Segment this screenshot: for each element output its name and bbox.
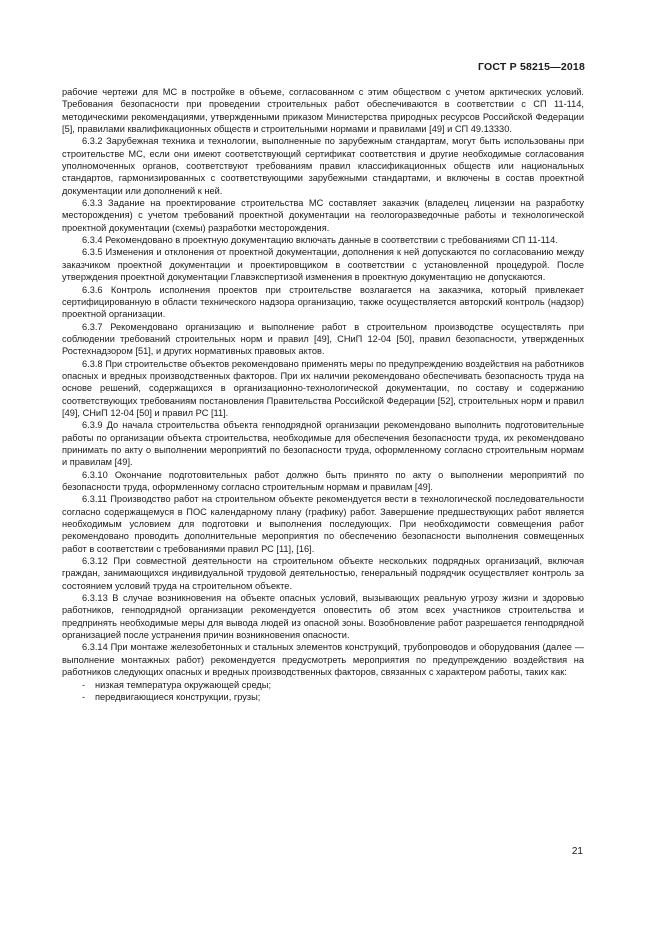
paragraph: 6.3.13 В случае возникновения на объекте опасных условий, вызывающих реальную угрозу жизни и здоровью работников, генподрядной организации рекомендуется оповестить об этом всех участников строительства и предпринять необходимые меры для вывода людей из опасной зоны. Возобновление работ разрешается генподрядной организацией после устранения причин возникновения опасности. bbox=[62, 593, 584, 641]
document-body bbox=[62, 86, 584, 703]
page-number: 21 bbox=[571, 846, 583, 857]
paragraph: 6.3.2 Зарубежная техника и технологии, выполненные по зарубежным стандартам, могут быть использованы при строительстве МС, если они имеют соответствующий сертификат соответствия и другие необходимые согласования уполномоченных органов, соответствуют требованиям правил классификационных обществ или национальных стандартов, гармонизированных с соответствующими зарубежными стандартами, и включены в состав проектной документации или дополнений к ней. bbox=[62, 136, 584, 196]
list-item bbox=[82, 691, 584, 703]
paragraph: 6.3.14 При монтаже железобетонных и стальных элементов конструкций, трубопроводов и оборудования (далее — выполнение монтажных работ) рекомендуется предусмотреть мероприятия по предупреждению воздействия на работников следующих опасных и вредных производственных факторов, связанных с характером работы, таких как: bbox=[62, 642, 584, 678]
list-marker: - bbox=[82, 679, 86, 690]
standard-header: ГОСТ Р 58215—2018 bbox=[477, 61, 585, 73]
paragraph: 6.3.5 Изменения и отклонения от проектной документации, дополнения к ней допускаются по согласованию между заказчиком проектной документации и проектировщиком в соответствии с установленной процедурой. После утверждения проектной документации Главэкспертизой изменения в проектную документацию не допускаются. bbox=[62, 247, 584, 283]
paragraph: 6.3.7 Рекомендовано организацию и выполнение работ в строительном производстве осуществлять при соблюдении требований строительных норм и правил [49], СНиП 12-04 [50], правил безопасности, утвержденных Ростехнадзором [51], и других нормативных правовых актов. bbox=[62, 321, 584, 357]
paragraph: 6.3.9 До начала строительства объекта генподрядной организации рекомендовано выполнить подготовительные работы по организации объекта строительства, необходимые для обеспечения безопасности труда, их рекомендовано принимать по акту о выполнении мероприятий по безопасности труда, оформленному согласно строительным нормам и правилам [49]. bbox=[62, 420, 584, 468]
paragraph: рабочие чертежи для МС в постройке в объеме, согласованном с этим обществом с учетом арктических условий. Требования безопасности при проведении строительных работ обеспечиваются в соответствии с СП 11-114, методическими рекомендациями, утвержденными приказом Министерства природных ресурсов Российской Федерации [5], правилами квалификационных обществ и строительными нормами и правилами [49] и СП 49.13330. bbox=[62, 87, 584, 135]
list-item bbox=[82, 679, 584, 691]
hazard-list bbox=[82, 679, 584, 704]
paragraph: 6.3.8 При строительстве объектов рекомендовано применять меры по предупреждению воздействия на работников опасных и вредных производственных факторов. При их наличии рекомендовано обеспечивать безопасность труда на основе решений, содержащихся в организационно-технологической документации, по составу и содержанию соответствующих требованиям постановления Правительства Российской Федерации [52], строительных норм и правил [49], СНиП 12-04 [50] и правил РС [11]. bbox=[62, 358, 584, 418]
list-item-text: передвигающиеся конструкции, грузы; bbox=[95, 691, 261, 702]
paragraph: 6.3.3 Задание на проектирование строительства МС составляет заказчик (владелец лицензии на разработку месторождения) с учетом требований проектной документации на геологоразведочные работы и технологической проектной документации (схемы) разработки месторождения. bbox=[62, 198, 584, 233]
list-marker: - bbox=[82, 691, 86, 702]
paragraph: 6.3.4 Рекомендовано в проектную документацию включать данные в соответствии с требованиями СП 11-114. bbox=[82, 235, 558, 246]
paragraph: 6.3.12 При совместной деятельности на строительном объекте нескольких подрядных организаций, включая граждан, занимающихся индивидуальной трудовой деятельностью, генеральный подрядчик осуществляет контроль за состоянием условий труда на строительном объекте. bbox=[62, 556, 584, 591]
paragraph: 6.3.6 Контроль исполнения проектов при строительстве возлагается на заказчика, который привлекает сертифицированную в области технического надзора организацию, также осуществляется авторский контроль (надзор) проектной организации. bbox=[62, 284, 584, 320]
paragraph: 6.3.11 Производство работ на строительном объекте рекомендуется вести в технологической последовательности согласно содержащемуся в ПОС календарному плану (графику) работ. Завершение предшествующих работ является необходимым условием для подготовки и выполнения последующих. При необходимости совмещения работ рекомендовано проводить дополнительные мероприятия по обеспечению безопасности выполнения совмещенных работ в соответствии с требованиями правил РС [11], [16]. bbox=[62, 494, 584, 554]
paragraph: 6.3.10 Окончание подготовительных работ должно быть принято по акту о выполнении мероприятий по безопасности труда, оформленному согласно строительным нормам и правилам [49]. bbox=[62, 469, 584, 492]
list-item-text: низкая температура окружающей среды; bbox=[95, 679, 272, 690]
